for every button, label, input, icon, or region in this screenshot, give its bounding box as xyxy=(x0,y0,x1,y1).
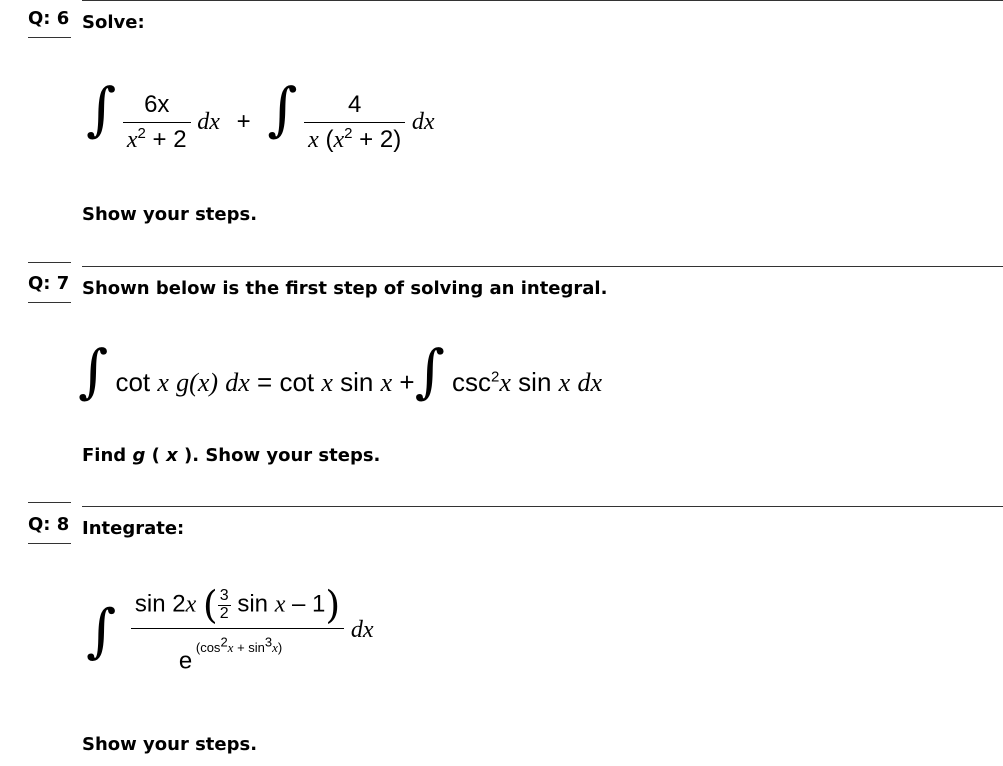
question-6-number-underline xyxy=(28,37,71,38)
plus-sign: + xyxy=(236,108,251,135)
integral-sign-icon: ∫ xyxy=(414,337,445,405)
question-6-prompt: Solve: xyxy=(82,12,145,33)
main-fraction: sin 2x ( $\frac{3}{2}$ sin x – 1) e $^{(cos^2x + sin^3x)}$ xyxy=(131,586,344,675)
question-7-prompt: Shown below is the first step of solving an integral. xyxy=(82,278,608,299)
question-6-expression xyxy=(86,75,435,154)
top-separator xyxy=(82,0,1003,1)
integral-sign-icon: ∫ xyxy=(86,75,117,143)
question-7-footer: Find g ( x ). Show your steps. xyxy=(82,445,381,466)
fraction-6x-over-x2-plus-2: $\frac{6x}{x^2 + 2}$ xyxy=(123,91,191,154)
question-8-footer: Show your steps. xyxy=(82,734,258,755)
question-7-number: Q: 7 xyxy=(28,273,70,294)
question-6-footer: Show your steps. xyxy=(82,204,258,225)
right-paren: ) xyxy=(325,583,341,627)
differential-dx: dx xyxy=(411,109,435,135)
separator xyxy=(82,506,1003,507)
integral-sign-icon: ∫ xyxy=(267,75,298,143)
separator-left xyxy=(28,262,71,263)
question-7-number-underline xyxy=(28,302,71,303)
differential-dx: dx xyxy=(197,109,220,135)
left-paren: ( xyxy=(202,583,218,627)
question-8-prompt: Integrate: xyxy=(82,518,185,539)
question-6-number: Q: 6 xyxy=(28,8,70,29)
question-7-expression: ∫ cot x g(x) dx = cot x sin x +∫ $\csc^2x$ sin x dx xyxy=(78,337,602,405)
question-8-expression xyxy=(86,583,374,675)
question-8-number-underline xyxy=(28,543,71,544)
fraction-4-over-x-x2-plus-2: $\frac{4}{x (x^2 + 2)}$ xyxy=(304,91,405,154)
question-8-number: Q: 8 xyxy=(28,514,70,535)
separator xyxy=(82,266,1003,267)
differential-dx: dx xyxy=(350,617,374,644)
integral-sign-icon: ∫ xyxy=(86,596,117,665)
integral-sign-icon: ∫ xyxy=(78,337,109,405)
fraction-3-over-2: $\frac{3}{2}$ xyxy=(219,586,229,622)
separator-left xyxy=(28,502,71,503)
